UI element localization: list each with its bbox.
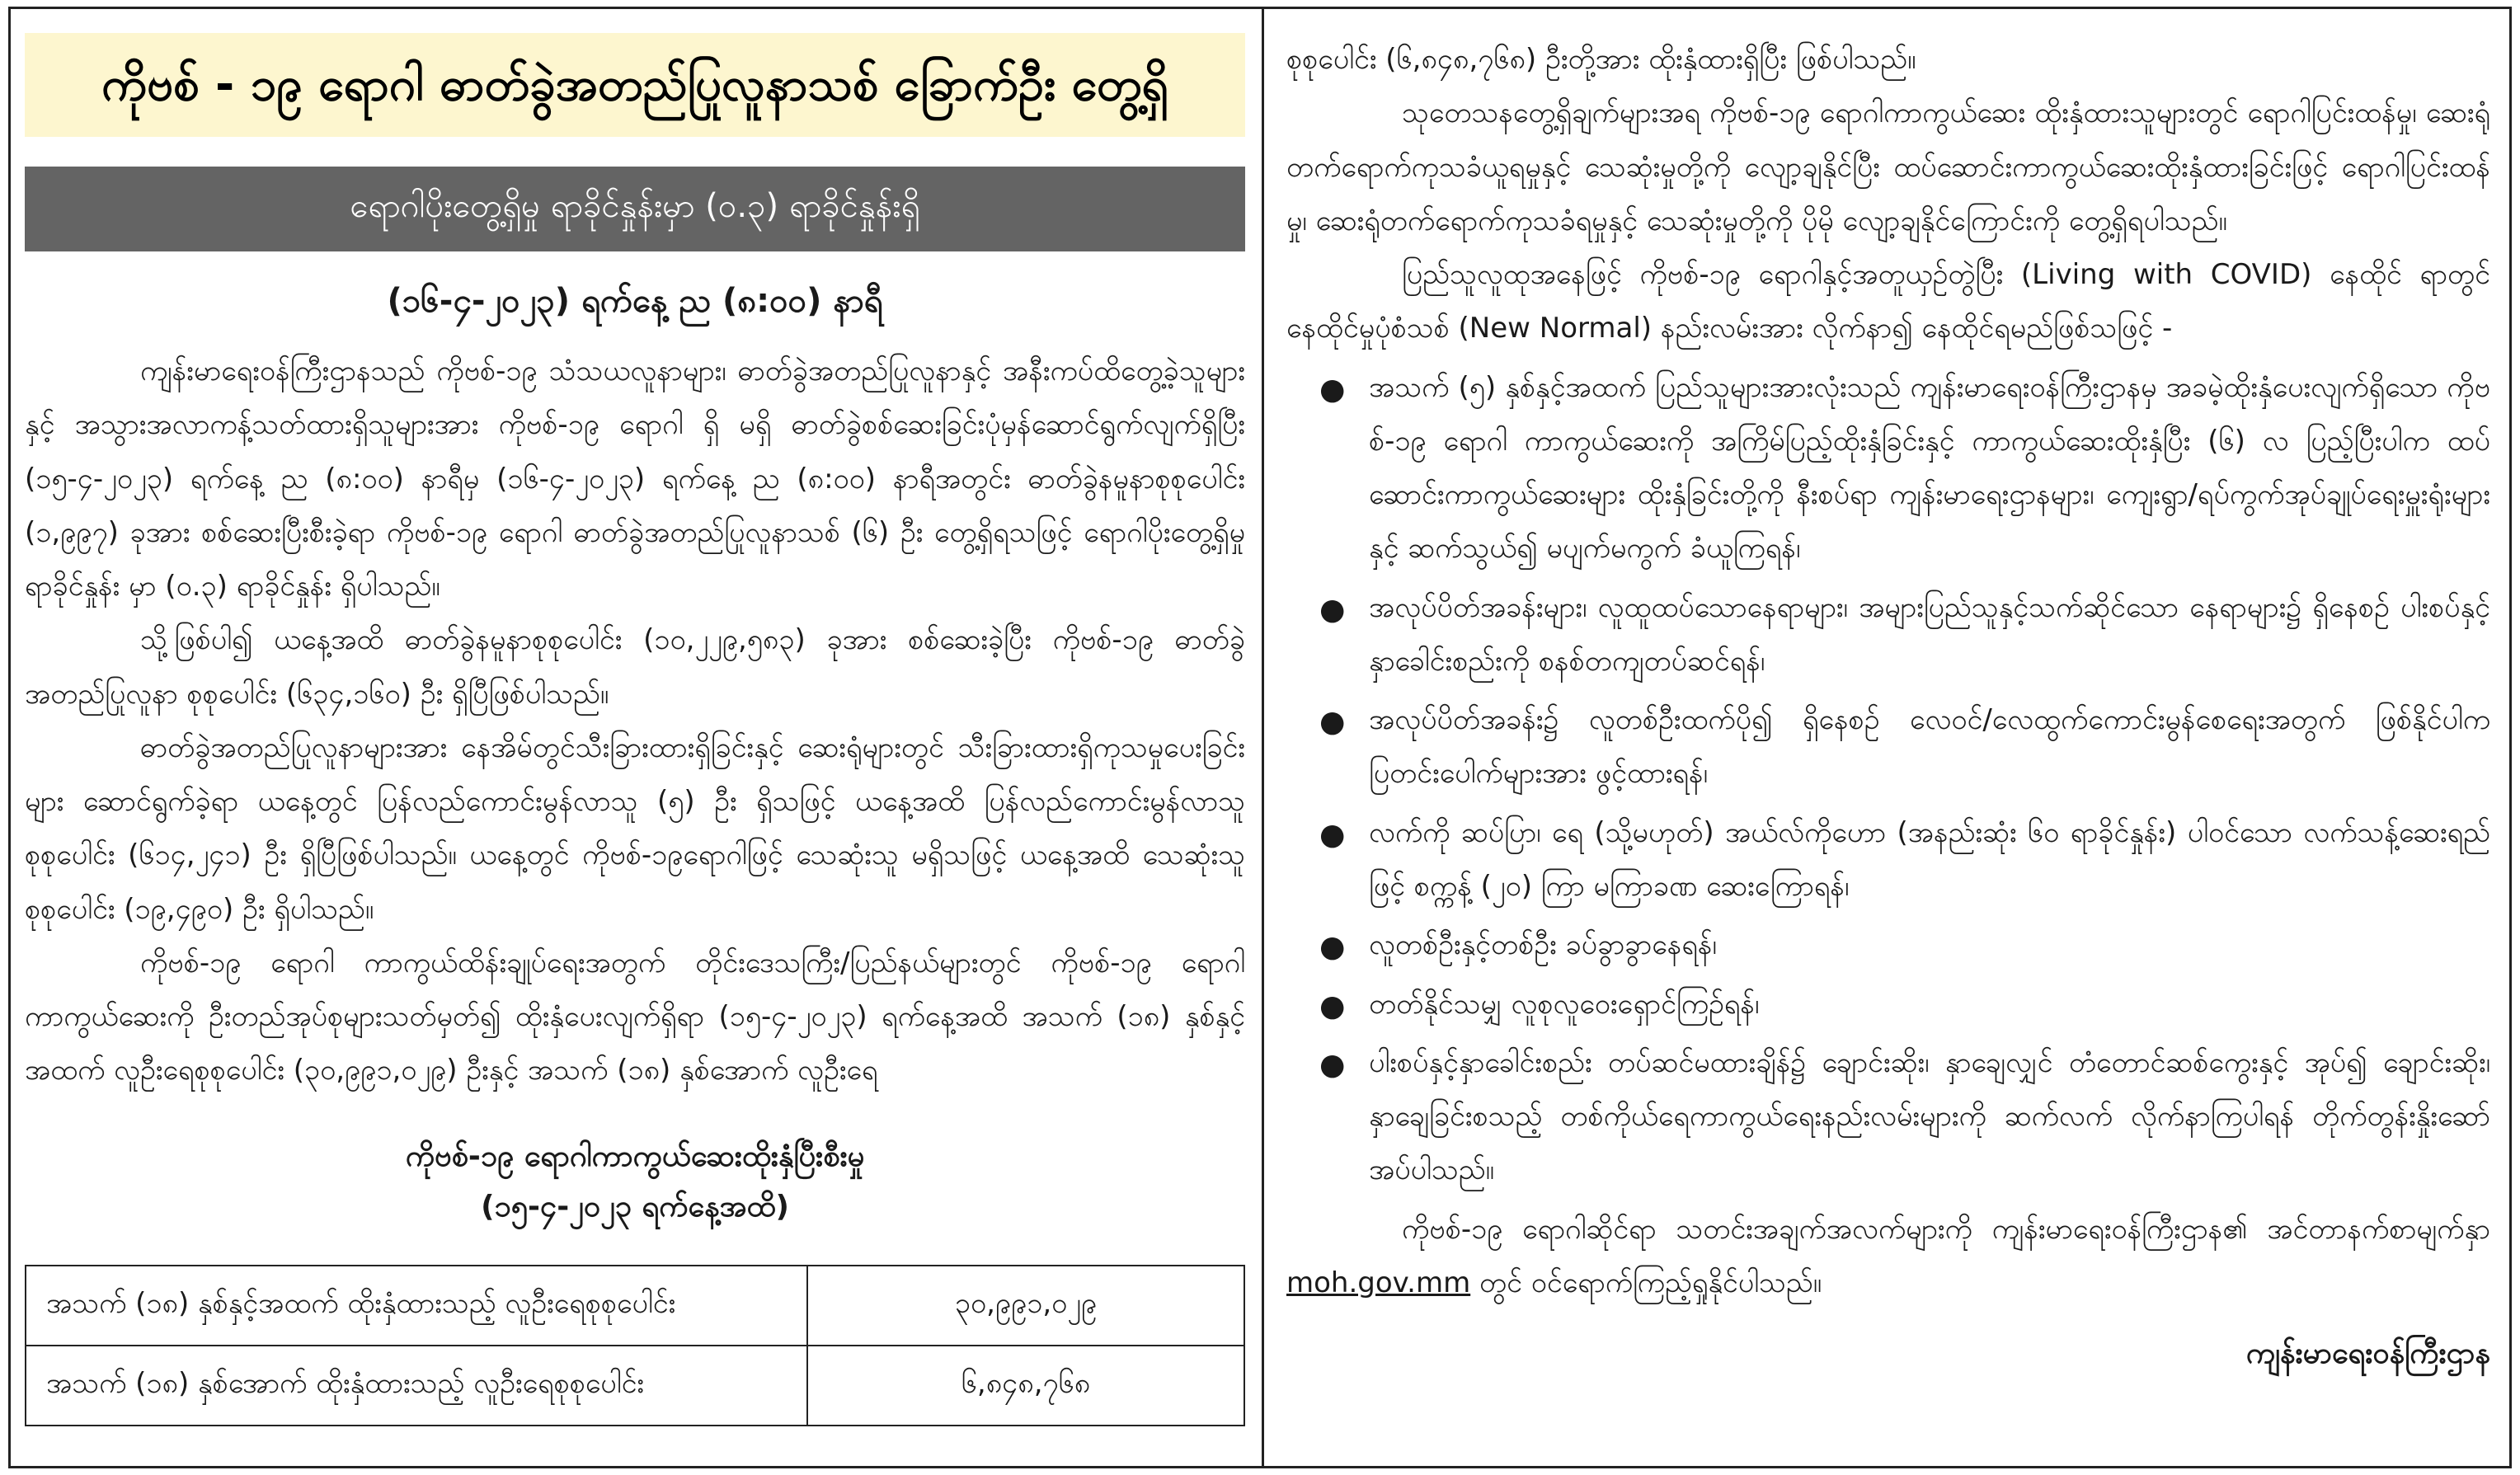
vaccination-table [25,1265,1245,1426]
column-divider [1262,7,1264,1468]
bullet-icon: ● [1319,705,1346,740]
table-row [26,1346,1244,1426]
list-item [1286,1036,2490,1198]
list-item-text: လူတစ်ဦးနှင့်တစ်ဦး ခပ်ခွာခွာနေရန်၊ [1369,928,1717,962]
table-row [26,1266,1244,1346]
body-paragraph: ပြည်သူလူထုအနေဖြင့် ကိုဗစ်-၁၉ ရောဂါနှင့်အတူယှဉ်တွဲပြီး (Living with COVID) နေထိုင် ရာတွင် နေထိုင်မှုပုံစံသစ် (New Normal) နည်းလမ်းအား လိုက်နာ၍ နေထိုင်ရမည်ဖြစ်သဖြင့် - [1286,258,2490,345]
body-paragraph: ဓာတ်ခွဲအတည်ပြုလူနာများအား နေအိမ်တွင်သီးခြားထားရှိခြင်းနှင့် ဆေးရုံများတွင် သီးခြားထားရှိကုသမှုပေးခြင်းများ ဆောင်ရွက်ခဲ့ရာ ယနေ့တွင် ပြန်လည်ကောင်းမွန်လာသူ (၅) ဦး ရှိသဖြင့် ယနေ့အထိ ပြန်လည်ကောင်းမွန်လာသူ စုစုပေါင်း (၆၁၄,၂၄၁) ဦး ရှိပြီဖြစ်ပါသည်။ ယနေ့တွင် ကိုဗစ်-၁၉ရောဂါဖြင့် သေဆုံးသူ မရှိသဖြင့် ယနေ့အထိ သေဆုံးသူစုစုပေါင်း (၁၉,၄၉၀) ဦး ရှိပါသည်။ [25,730,1245,926]
bullet-icon: ● [1319,930,1346,965]
website-link[interactable]: moh.gov.mm [1286,1266,1471,1299]
list-item [1286,693,2490,801]
headline: ကိုဗစ် - ၁၉ ရောဂါ ဓာတ်ခွဲအတည်ပြုလူနာသစ် ခြောက်ဦး တွေ့ရှိ [25,33,1245,137]
closing-text: ကိုဗစ်-၁၉ ရောဂါဆိုင်ရာ သတင်းအချက်အလက်များကို ကျန်းမာရေးဝန်ကြီးဌာန၏ အင်တာနက်စာမျက်နှာ [1402,1212,2490,1246]
bullet-icon: ● [1319,372,1346,406]
list-item [1286,806,2490,914]
list-item [1286,361,2490,576]
list-item [1286,918,2490,972]
vaccination-asof: (၁၅-၄-၂၀၂၃ ရက်နေ့အထိ) [481,1189,789,1224]
body-paragraph: ကိုဗစ်-၁၉ ရောဂါ ကာကွယ်ထိန်းချုပ်ရေးအတွက် တိုင်းဒေသကြီး/ပြည်နယ်များတွင် ကိုဗစ်-၁၉ ရောဂါကာကွယ်ဆေးကို ဦးတည်အုပ်စုများသတ်မှတ်၍ ထိုးနှံပေးလျက်ရှိရာ (၁၅-၄-၂၀၂၃) ရက်နေ့အထိ အသက် (၁၈) နှစ်နှင့်အထက် လူဦးရေစုစုပေါင်း (၃၀,၉၉၁,၀၂၉) ဦးနှင့် အသက် (၁၈) နှစ်အောက် လူဦးရေ [25,946,1245,1087]
left-column [25,33,1245,1426]
list-item-text: အသက် (၅) နှစ်နှင့်အထက် ပြည်သူများအားလုံးသည် ကျန်းမာရေးဝန်ကြီးဌာနမှ အခမဲ့ထိုးနှံပေးလျက်ရှိသော ကိုဗစ်-၁၉ ရောဂါ ကာကွယ်ဆေးကို အကြိမ်ပြည့်ထိုးနှံခြင်းနှင့် ကာကွယ်ဆေးထိုးနှံပြီး (၆) လ ပြည့်ပြီးပါက ထပ်ဆောင်းကာကွယ်ဆေးများ ထိုးနှံခြင်းတို့ကို နီးစပ်ရာ ကျန်းမာရေးဌာနများ၊ ကျေးရွာ/ရပ်ကွက်အုပ်ချုပ်ရေးမှူးရုံးများနှင့် ဆက်သွယ်၍ မပျက်မကွက် ခံယူကြရန်၊ [1369,370,2490,566]
continuation-paragraph: စုစုပေါင်း (၆,၈၄၈,၇၆၈) ဦးတို့အား ထိုးနှံထားရှိပြီး ဖြစ်ပါသည်။ [1286,43,1916,76]
subheadline-banner: ရောဂါပိုးတွေ့ရှိမှု ရာခိုင်နှုန်းမှာ (၀.၃) ရာခိုင်နှုန်းရှိ [25,167,1245,251]
list-item-text: တတ်နိုင်သမျှ လူစုလူဝေးရှောင်ကြဉ်ရန်၊ [1369,987,1760,1021]
body-paragraph: ကျန်းမာရေးဝန်ကြီးဌာနသည် ကိုဗစ်-၁၉ သံသယလူနာများ၊ ဓာတ်ခွဲအတည်ပြုလူနာနှင့် အနီးကပ်ထိတွေ့ခဲ့သူများနှင့် အသွားအလာကန့်သတ်ထားရှိသူများအား ကိုဗစ်-၁၉ ရောဂါ ရှိ မရှိ ဓာတ်ခွဲစစ်ဆေးခြင်းပုံမှန်ဆောင်ရွက်လျက်ရှိပြီး (၁၅-၄-၂၀၂၃) ရက်နေ့ ည (၈:၀၀) နာရီမှ (၁၆-၄-၂၀၂၃) ရက်နေ့ ည (၈:၀၀) နာရီအတွင်း ဓာတ်ခွဲနမူနာစုစုပေါင်း (၁,၉၉၇) ခုအား စစ်ဆေးပြီးစီးခဲ့ရာ ကိုဗစ်-၁၉ ရောဂါ ဓာတ်ခွဲအတည်ပြုလူနာသစ် (၆) ဦး တွေ့ရှိရသဖြင့် ရောဂါပိုးတွေ့ရှိမှု ရာခိုင်နှုန်း မှာ (၀.၃) ရာခိုင်နှုန်း ရှိပါသည်။ [25,355,1245,604]
list-item-text: အလုပ်ပိတ်အခန်း၌ လူတစ်ဦးထက်ပို၍ ရှိနေစဉ် လေဝင်/လေထွက်ကောင်းမွန်စေရေးအတွက် ဖြစ်နိုင်ပါက ပြတင်းပေါက်များအား ဖွင့်ထားရန်၊ [1369,703,2490,791]
dateline: (၁၆-၄-၂၀၂၃) ရက်နေ့ ည (၈:၀၀) နာရီ [387,282,883,320]
bullet-icon: ● [1319,817,1346,852]
signature: ကျန်းမာရေးဝန်ကြီးဌာန [2245,1336,2490,1371]
body-paragraph: သုတေသနတွေ့ရှိချက်များအရ ကိုဗစ်-၁၉ ရောဂါကာကွယ်ဆေး ထိုးနှံထားသူများတွင် ရောဂါပြင်းထန်မှု၊ ဆေးရုံတက်ရောက်ကုသခံယူရမှုနှင့် သေဆုံးမှုတို့ကို လျော့ချနိုင်ပြီး ထပ်ဆောင်းကာကွယ်ဆေးထိုးနှံထားခြင်းဖြင့် ရောဂါပြင်းထန်မှု၊ ဆေးရုံတက်ရောက်ကုသခံရမှုနှင့် သေဆုံးမှုတို့ကို ပိုမို လျော့ချနိုင်ကြောင်းကို တွေ့ရှိရပါသည်။ [1286,96,2490,237]
right-column [1286,33,2490,1378]
row-label: အသက် (၁၈) နှစ်နှင့်အထက် ထိုးနှံထားသည့် လူဦးရေစုစုပေါင်း [26,1266,807,1346]
vaccination-title: ကိုဗစ်-၁၉ ရောဂါကာကွယ်ဆေးထိုးနှံပြီးစီးမှု [405,1139,865,1173]
closing-text-end: တွင် ဝင်ရောက်ကြည့်ရှုနိုင်ပါသည်။ [1470,1266,1822,1299]
body-paragraph: သို့ဖြစ်ပါ၍ ယနေ့အထိ ဓာတ်ခွဲနမူနာစုစုပေါင်း (၁၀,၂၂၉,၅၈၃) ခုအား စစ်ဆေးခဲ့ပြီး ကိုဗစ်-၁၉ ဓာတ်ခွဲအတည်ပြုလူနာ စုစုပေါင်း (၆၃၄,၁၆၀) ဦး ရှိပြီဖြစ်ပါသည်။ [25,623,1245,711]
row-value: ၆,၈၄၈,၇၆၈ [807,1346,1244,1426]
list-item [1286,978,2490,1031]
bullet-icon: ● [1319,592,1346,627]
list-item [1286,581,2490,689]
list-item-text: လက်ကို ဆပ်ပြာ၊ ရေ (သို့မဟုတ်) အယ်လ်ကိုဟော (အနည်းဆုံး ၆၀ ရာခိုင်နှုန်း) ပါဝင်သော လက်သန့်ဆေးရည်ဖြင့် စက္ကန့် (၂၀) ကြာ မကြာခဏ ဆေးကြောရန်၊ [1369,815,2490,903]
row-value: ၃၀,၉၉၁,၀၂၉ [807,1266,1244,1346]
list-item-text: ပါးစပ်နှင့်နှာခေါင်းစည်း တပ်ဆင်မထားချိန်၌ ချောင်းဆိုး၊ နှာချေလျှင် တံတောင်ဆစ်ကွေးနှင့် အုပ်၍ ချောင်းဆိုး၊ နှာချေခြင်းစသည့် တစ်ကိုယ်ရေကာကွယ်ရေးနည်းလမ်းများကို ဆက်လက် လိုက်နာကြပါရန် တိုက်တွန်းနှိုးဆော်အပ်ပါသည်။ [1369,1045,2490,1187]
vaccination-section-title [25,1131,1245,1232]
bullet-icon: ● [1319,1047,1346,1082]
row-label: အသက် (၁၈) နှစ်အောက် ထိုးနှံထားသည့် လူဦးရေစုစုပေါင်း [26,1346,807,1426]
bullet-icon: ● [1319,989,1346,1023]
measures-list [1286,361,2490,1198]
list-item-text: အလုပ်ပိတ်အခန်းများ၊ လူထူထပ်သောနေရာများ၊ အများပြည်သူနှင့်သက်ဆိုင်သော နေရာများ၌ ရှိနေစဉ် ပါးစပ်နှင့်နှာခေါင်းစည်းကို စနစ်တကျတပ်ဆင်ရန်၊ [1369,590,2490,678]
closing-paragraph [1286,1203,2490,1311]
